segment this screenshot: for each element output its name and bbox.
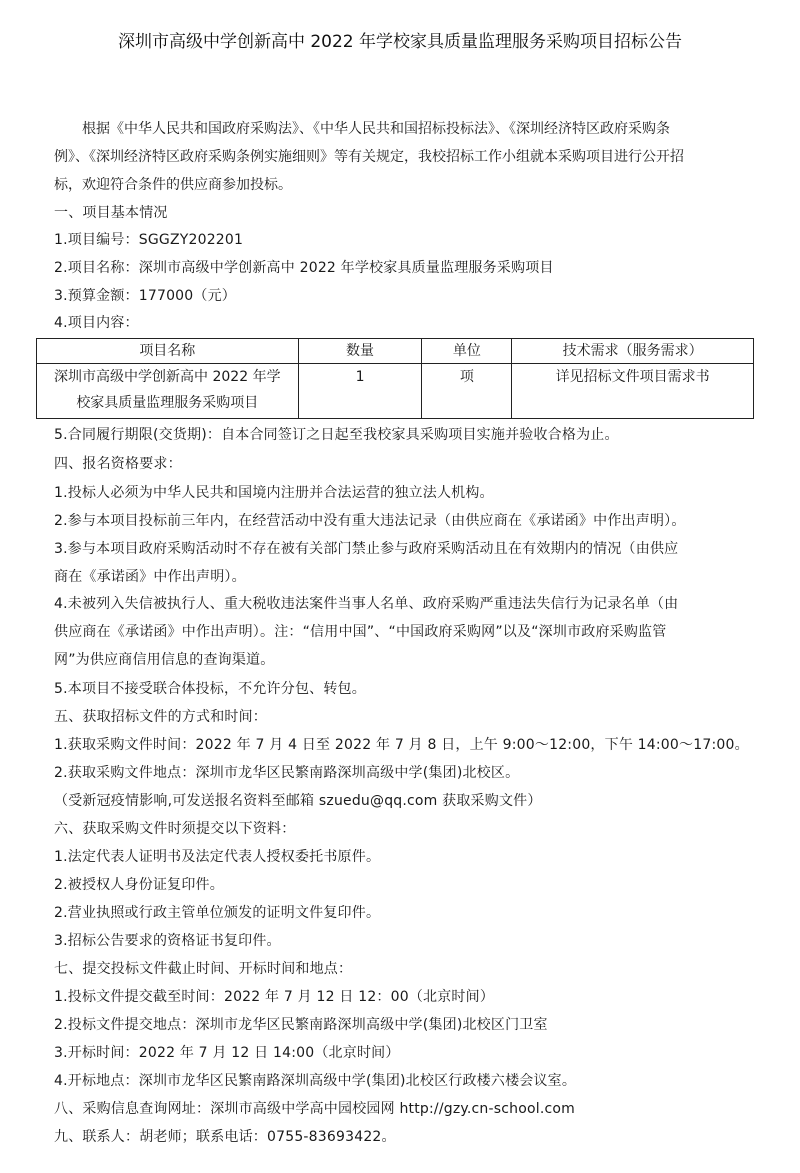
section-1-heading: 一、项目基本情况 bbox=[54, 205, 168, 221]
col-header-qty: 数量 bbox=[298, 339, 422, 364]
project-content-label: 4.项目内容： bbox=[54, 315, 139, 331]
table-row bbox=[37, 364, 754, 419]
required-doc-3: 2.营业执照或行政主管单位颁发的证明文件复印件。 bbox=[54, 905, 381, 921]
covid-email-note: （受新冠疫情影响,可发送报名资料至邮箱 szuedu@qq.com 获取采购文件） bbox=[54, 793, 542, 809]
project-content-table bbox=[36, 338, 754, 419]
qualification-2: 2.参与本项目投标前三年内，在经营活动中没有重大违法记录（由供应商在《承诺函》中作出声明）。 bbox=[54, 513, 686, 529]
table-header-row bbox=[37, 339, 754, 364]
qualification-3-line-1: 3.参与本项目政府采购活动时不存在被有关部门禁止参与政府采购活动且在有效期内的情况（由供应 bbox=[54, 541, 679, 557]
required-doc-2: 2.被授权人身份证复印件。 bbox=[54, 877, 224, 893]
section-8-website: 八、采购信息查询网址：深圳市高级中学高中园校园网 http://gzy.cn-school.com bbox=[54, 1101, 575, 1117]
bid-opening-place: 4.开标地点：深圳市龙华区民繁南路深圳高级中学(集团)北校区行政楼六楼会议室。 bbox=[54, 1073, 577, 1089]
intro-paragraph bbox=[54, 115, 766, 199]
cell-unit: 项 bbox=[422, 364, 512, 419]
cell-requirement: 详见招标文件项目需求书 bbox=[512, 364, 754, 419]
intro-line-2: 例》、《深圳经济特区政府采购条例实施细则》等有关规定，我校招标工作小组就本采购项目进行公开招 bbox=[54, 149, 684, 165]
project-name: 2.项目名称：深圳市高级中学创新高中 2022 年学校家具质量监理服务采购项目 bbox=[54, 260, 554, 276]
cell-project-name bbox=[37, 364, 299, 419]
bid-submission-place: 2.投标文件提交地点：深圳市龙华区民繁南路深圳高级中学(集团)北校区门卫室 bbox=[54, 1017, 548, 1033]
intro-line-3: 标，欢迎符合条件的供应商参加投标。 bbox=[54, 177, 292, 193]
bid-deadline: 1.投标文件提交截至时间：2022 年 7 月 12 日 12：00（北京时间） bbox=[54, 989, 495, 1005]
qualification-1: 1.投标人必须为中华人民共和国境内注册并合法运营的独立法人机构。 bbox=[54, 485, 494, 501]
col-header-name: 项目名称 bbox=[37, 339, 299, 364]
project-number: 1.项目编号：SGGZY202201 bbox=[54, 232, 244, 248]
required-doc-1: 1.法定代表人证明书及法定代表人授权委托书原件。 bbox=[54, 849, 381, 865]
intro-line-1: 根据《中华人民共和国政府采购法》、《中华人民共和国招标投标法》、《深圳经济特区政府采购条 bbox=[82, 121, 670, 137]
qualification-4-line-1: 4.未被列入失信被执行人、重大税收违法案件当事人名单、政府采购严重违法失信行为记录名单（由 bbox=[54, 596, 679, 612]
document-obtain-time: 1.获取采购文件时间：2022 年 7 月 4 日至 2022 年 7 月 8 日，上午 9:00～12:00，下午 14:00～17:00。 bbox=[54, 737, 749, 753]
document-obtain-place: 2.获取采购文件地点：深圳市龙华区民繁南路深圳高级中学(集团)北校区。 bbox=[54, 765, 520, 781]
cell-project-name-line-1: 深圳市高级中学创新高中 2022 年学 bbox=[54, 369, 281, 385]
section-6-heading: 六、获取采购文件时须提交以下资料： bbox=[54, 821, 296, 837]
section-7-heading: 七、提交投标文件截止时间、开标时间和地点： bbox=[54, 961, 353, 977]
qualification-4-line-3: 网”为供应商信用信息的查询渠道。 bbox=[54, 652, 275, 668]
section-5-heading: 五、获取招标文件的方式和时间： bbox=[54, 709, 267, 725]
bid-opening-time: 3.开标时间：2022 年 7 月 12 日 14:00（北京时间） bbox=[54, 1045, 400, 1061]
section-9-contact: 九、联系人：胡老师；联系电话：0755-83693422。 bbox=[54, 1129, 396, 1145]
document-title: 深圳市高级中学创新高中 2022 年学校家具质量监理服务采购项目招标公告 bbox=[117, 32, 683, 52]
col-header-requirement: 技术需求（服务需求） bbox=[512, 339, 754, 364]
qualification-4-line-2: 供应商在《承诺函》中作出声明）。注：“信用中国”、“中国政府采购网”以及“深圳市政府采购监管 bbox=[54, 624, 667, 640]
contract-period: 5.合同履行期限(交货期)：自本合同签订之日起至我校家具采购项目实施并验收合格为止。 bbox=[54, 427, 619, 443]
qualification-3-line-2: 商在《承诺函》中作出声明）。 bbox=[54, 569, 246, 585]
cell-quantity: 1 bbox=[298, 364, 422, 419]
budget-amount: 3.预算金额：177000（元） bbox=[54, 288, 237, 304]
section-4-heading: 四、报名资格要求： bbox=[54, 456, 182, 472]
qualification-5: 5.本项目不接受联合体投标，不允许分包、转包。 bbox=[54, 681, 366, 697]
col-header-unit: 单位 bbox=[422, 339, 512, 364]
cell-project-name-line-2: 校家具质量监理服务采购项目 bbox=[76, 395, 259, 411]
required-doc-4: 3.招标公告要求的资格证书复印件。 bbox=[54, 933, 281, 949]
